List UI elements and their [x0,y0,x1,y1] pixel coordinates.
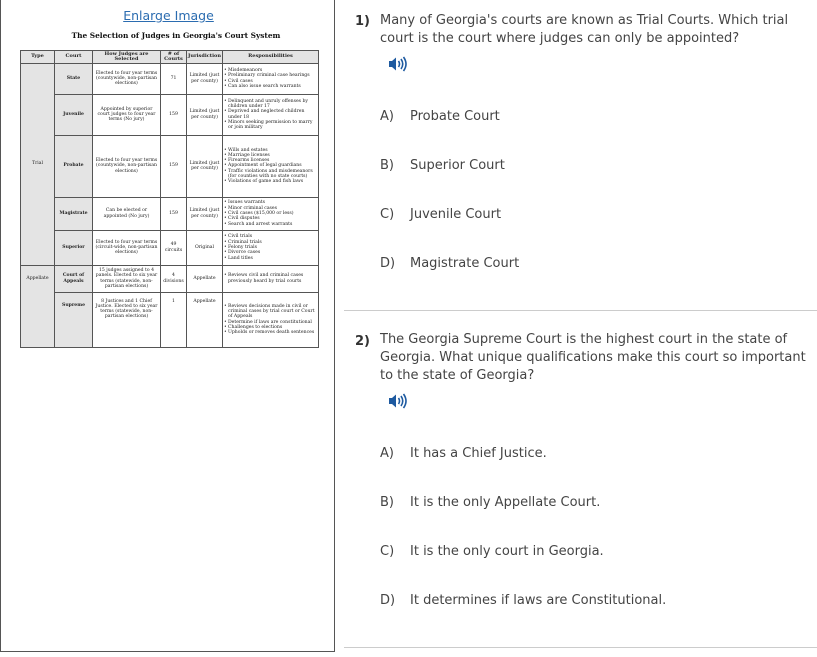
court-cell: Supreme [55,292,93,347]
responsibilities-cell [223,197,319,230]
header-responsibilities: Responsibilities [223,51,319,64]
question-1-text: Many of Georgia's courts are known as Trial Courts. Which trial court is the court where judges can only be appointed? [380,13,789,46]
header-jurisdiction: Jurisdiction [187,51,223,64]
resp-item: • Search and arrest warrants [224,222,317,227]
resp-item: • Reviews decisions made in civil or criminal cases by trial court or Court of Appeals [224,304,317,320]
count-cell: 1 [161,292,187,347]
choice-text: Magistrate Court [410,256,520,271]
court-cell: Juvenile [55,94,93,135]
enlarge-image-link[interactable]: Enlarge Image [123,8,214,23]
table-row [21,94,319,135]
resp-item: • Challenges to elections [224,325,317,330]
choice-letter: C) [380,207,395,222]
q1-choice-b[interactable] [380,158,505,173]
resp-item: • Preliminary criminal case hearings [224,73,317,78]
choice-text: Juvenile Court [410,207,502,222]
resp-item: • Deprived and neglected children under 18 [224,109,317,120]
responsibilities-cell [223,63,319,94]
question-divider [344,310,817,311]
selection-cell: Elected to four year terms (circuit-wide, non-partisan elections) [93,230,161,265]
question-2-text: The Georgia Supreme Court is the highest court in the state of Georgia. What unique qualifications make this court so important to the state of Georgia? [380,332,806,383]
selection-cell: Elected to four year terms (countywide, non-partisan elections) [93,135,161,197]
table-row [21,63,319,94]
jurisdiction-cell: Limited (just per county) [187,197,223,230]
resp-item: • Land titles [224,256,317,261]
type-cell: Trial [21,63,55,265]
count-cell: 71 [161,63,187,94]
table-row [21,135,319,197]
choice-text: Superior Court [410,158,505,173]
jurisdiction-cell: Limited (just per county) [187,63,223,94]
choice-text: It is the only court in Georgia. [410,544,604,559]
count-cell: 4 divisions [161,265,187,292]
table-row [21,265,319,292]
header-type: Type [21,51,55,64]
questions-panel [336,0,817,657]
resp-item: • Divorce cases [224,250,317,255]
q1-choice-d[interactable] [380,256,519,271]
resp-item: • Misdemeanors [224,68,317,73]
q2-choice-c[interactable] [380,544,604,559]
resp-item: • Criminal trials [224,240,317,245]
choice-text: It has a Chief Justice. [410,446,547,461]
question-2-number: 2) [355,334,370,349]
choice-letter: A) [380,109,394,124]
speaker-icon[interactable] [387,392,409,410]
q1-choice-a[interactable] [380,109,500,124]
image-panel [0,0,335,652]
choice-letter: D) [380,593,396,608]
resp-item: • Determine if laws are constitutional [224,320,317,325]
resp-item: • Upholds or removes death sentences [224,330,317,335]
header-selected: How Judges are Selected [93,51,161,64]
choice-text: It determines if laws are Constitutional. [410,593,667,608]
resp-item: • Civil trials [224,234,317,239]
resp-item: • Delinquent and unruly offenses by children under 17 [224,99,317,110]
q2-choice-d[interactable] [380,593,666,608]
selection-cell: 15 judges assigned to 4 panels. Elected to six year terms (statewide, non-partisan elections) [93,265,161,292]
responsibilities-cell [223,94,319,135]
resp-item: • Marriage licenses [224,153,317,158]
responsibilities-cell [223,265,319,292]
resp-item: • Minor criminal cases [224,206,317,211]
jurisdiction-cell: Appellate [187,265,223,292]
choice-letter: B) [380,158,394,173]
court-cell: Probate [55,135,93,197]
resp-item: • Traffic violations and misdemeanors (for counties with no state courts) [224,169,317,180]
resp-item: • Issues warrants [224,200,317,205]
choice-letter: D) [380,256,396,271]
header-court: Court [55,51,93,64]
responsibilities-cell [223,230,319,265]
jurisdiction-cell: Limited (just per county) [187,94,223,135]
resp-item: • Reviews civil and criminal cases previously heard by trial courts [224,273,317,284]
jurisdiction-cell: Appellate [187,292,223,347]
q1-choice-c[interactable] [380,207,501,222]
selection-cell: 8 Justices and 1 Chief Justice. Elected to six year terms (statewide, non-partisan elections) [93,292,161,347]
resp-item: • Felony trials [224,245,317,250]
resp-item: • Civil cases [224,79,317,84]
table-row [21,230,319,265]
table-row [21,292,319,347]
responsibilities-cell [223,135,319,197]
resp-item: • Civil cases ($15,000 or less) [224,211,317,216]
count-cell: 159 [161,197,187,230]
choice-letter: C) [380,544,395,559]
resp-item: • Firearms licenses [224,158,317,163]
resp-item: • Appointment of legal guardians [224,163,317,168]
court-cell: Magistrate [55,197,93,230]
count-cell: 49 circuits [161,230,187,265]
table-row [21,197,319,230]
header-count: # of Courts [161,51,187,64]
question-divider [344,647,817,648]
resp-item: • Can also issue search warrants [224,84,317,89]
count-cell: 159 [161,135,187,197]
resp-item: • Minors seeking permission to marry or join military [224,120,317,131]
count-cell: 159 [161,94,187,135]
court-cell: State [55,63,93,94]
choice-letter: B) [380,495,394,510]
resp-item: • Wills and estates [224,148,317,153]
court-cell: Superior [55,230,93,265]
selection-cell: Appointed by superior court judges to four year terms (No jury) [93,94,161,135]
selection-cell: Elected to four year terms (countywide, non-partisan elections) [93,63,161,94]
speaker-icon[interactable] [387,55,409,73]
choice-text: Probate Court [410,109,500,124]
responsibilities-cell [223,292,319,347]
selection-cell: Can be elected or appointed (No jury) [93,197,161,230]
choice-letter: A) [380,446,394,461]
type-cell: Appellate [21,265,55,347]
judges-table [20,50,319,348]
resp-item: • Violations of game and fish laws [224,179,317,184]
choice-text: It is the only Appellate Court. [410,495,601,510]
jurisdiction-cell: Original [187,230,223,265]
question-1-number: 1) [355,14,370,29]
q2-choice-a[interactable] [380,446,547,461]
table-header-row [21,51,319,64]
q2-choice-b[interactable] [380,495,600,510]
resp-item: • Civil disputes [224,216,317,221]
jurisdiction-cell: Limited (just per county) [187,135,223,197]
court-cell: Court of Appeals [55,265,93,292]
doc-title: The Selection of Judges in Georgia's Court System [71,31,281,40]
